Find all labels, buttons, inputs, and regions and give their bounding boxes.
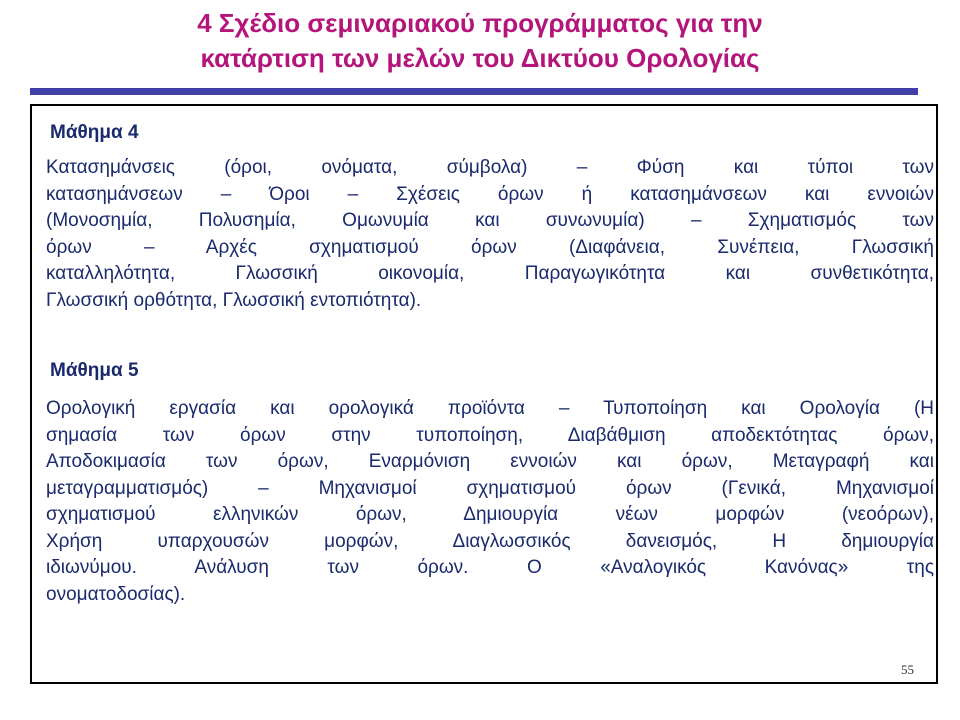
section-body-lesson-5 bbox=[46, 396, 934, 608]
slide-title-line-1: 4 Σχέδιο σεμιναριακού προγράμματος για την bbox=[197, 8, 763, 38]
body-line: καταλληλότητα, Γλωσσική οικονομία, Παραγωγικότητα και συνθετικότητα, bbox=[46, 263, 934, 284]
body-line: κατασημάνσεων – Όροι – Σχέσεις όρων ή κατασημάνσεων και εννοιών bbox=[46, 183, 934, 205]
body-line: σημασία των όρων στην τυποποίηση, Διαβάθμιση αποδεκτότητας όρων, bbox=[46, 424, 934, 446]
slide-title-line-2: κατάρτιση των μελών του Δικτύου Ορολογίας bbox=[200, 43, 760, 73]
page-number: 55 bbox=[901, 662, 914, 677]
body-line: Αποδοκιμασία των όρων, Εναρμόνιση εννοιών και όρων, Μεταγραφή και bbox=[46, 451, 934, 472]
body-line: (Μονοσημία, Πολυσημία, Ομωνυμία και συνωνυμία) – Σχηματισμός των bbox=[46, 210, 934, 231]
body-line: ιδιωνύμου. Ανάλυση των όρων. Ο «Αναλογικός Κανόνας» της bbox=[46, 557, 934, 578]
body-line: Ορολογική εργασία και ορολογικά προϊόντα – Τυποποίηση και Ορολογία (Η bbox=[46, 398, 934, 419]
section-heading-lesson-4: Μάθημα 4 bbox=[50, 122, 139, 143]
body-line: Γλωσσική ορθότητα, Γλωσσική εντοπιότητα). bbox=[46, 289, 422, 311]
body-line: Χρήση υπαρχουσών μορφών, Διαγλωσσικός δανεισμός, Η δημιουργία bbox=[46, 530, 934, 552]
section-body-lesson-4 bbox=[46, 155, 934, 314]
body-line: Κατασημάνσεις (όροι, ονόματα, σύμβολα) – Φύση και τύποι των bbox=[46, 157, 934, 178]
body-line: όρων – Αρχές σχηματισμού όρων (Διαφάνεια, Συνέπεια, Γλωσσική bbox=[46, 236, 934, 258]
body-line: σχηματισμού ελληνικών όρων, Δημιουργία νέων μορφών (νεοόρων), bbox=[46, 504, 934, 525]
content-box bbox=[30, 104, 938, 684]
section-heading-lesson-5: Μάθημα 5 bbox=[50, 360, 139, 381]
slide-title bbox=[0, 6, 960, 76]
title-divider bbox=[30, 88, 918, 95]
body-line: μεταγραμματισμός) – Μηχανισμοί σχηματισμού όρων (Γενικά, Μηχανισμοί bbox=[46, 477, 934, 499]
body-line: ονοματοδοσίας). bbox=[46, 583, 186, 605]
